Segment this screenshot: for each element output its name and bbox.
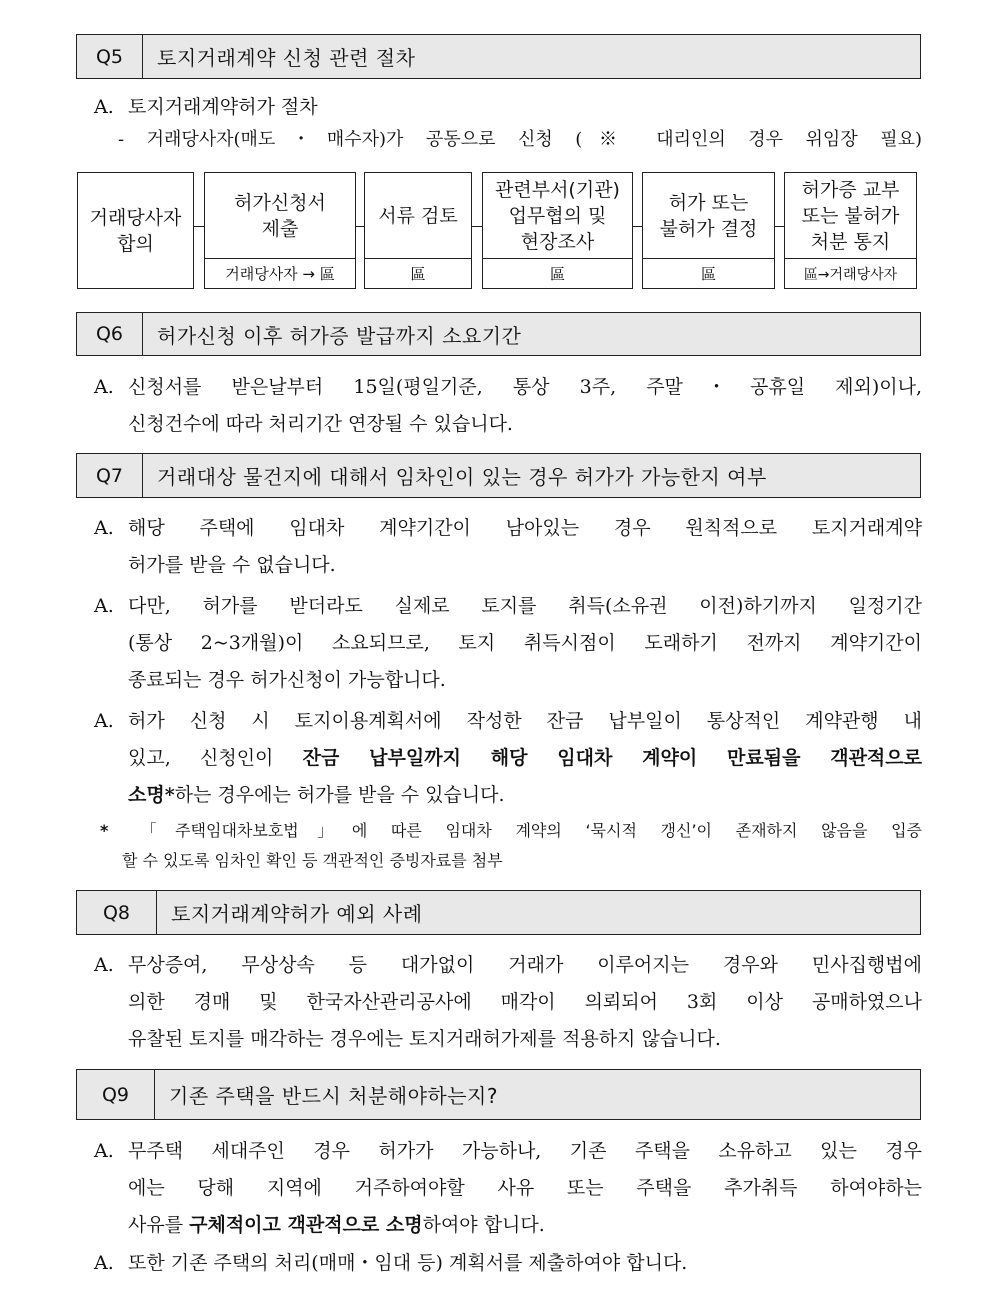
q8-number: Q8 (77, 891, 157, 934)
q9-number: Q9 (77, 1070, 155, 1119)
step-line: 불허가 결정 (659, 217, 758, 240)
q6-answer (94, 369, 922, 443)
answer-line (94, 1245, 922, 1282)
q9-answer-2 (94, 1245, 922, 1282)
flow-connector (472, 226, 482, 227)
process-step-consultation (482, 172, 633, 289)
answer-label: A. (94, 710, 114, 732)
answer-label: A. (94, 517, 114, 539)
footnote-marker: * (100, 821, 109, 840)
q8-header (76, 890, 921, 935)
answer-line (94, 369, 922, 406)
q7-title: 거래대상 물건지에 대해서 임차인이 있는 경우 허가가 가능한지 여부 (157, 465, 767, 489)
answer-text: 사유를 (128, 1214, 190, 1236)
answer-line: 허가를 받을 수 없습니다. (128, 554, 336, 576)
process-step-label (78, 173, 193, 288)
answer-text: 있고, 신청인이 (128, 747, 303, 769)
q6-title: 허가신청 이후 허가증 발급까지 소요기간 (157, 323, 522, 348)
q5-subnote-text: - 거래당사자(매도・매수자)가 공동으로 신청 (※ 대리인의 경우 위임장 필요) (118, 129, 922, 150)
answer-line (94, 1207, 922, 1244)
step-line: 제출 (261, 217, 299, 240)
answer-label: A. (94, 1252, 114, 1274)
flow-connector (775, 226, 784, 227)
answer-line: 종료되는 경우 허가신청이 가능합니다. (128, 669, 446, 691)
process-step-label (483, 173, 632, 258)
process-step-actor: 區 (643, 258, 774, 288)
q5-subnote (118, 123, 922, 157)
emphasis-text: 구체적이고 객관적으로 소명 (189, 1214, 423, 1236)
answer-line (94, 588, 922, 625)
step-line: 허가신청서 (234, 191, 326, 214)
q7-answer-3 (94, 703, 922, 814)
answer-line (94, 947, 922, 984)
step-line: 합의 (117, 232, 154, 255)
answer-line (94, 1133, 922, 1170)
answer-label: A. (94, 954, 114, 976)
q6-header (76, 312, 921, 356)
answer-line: 의한 경매 및 한국자산관리공사에 매각이 의뢰되어 3회 이상 공매하였으나 (128, 991, 922, 1013)
q7-answer-1 (94, 510, 922, 584)
flow-connector (356, 226, 364, 227)
answer-label: A. (94, 595, 114, 617)
process-step-label (205, 173, 355, 258)
process-step-label (643, 173, 774, 258)
step-line: 허가증 교부 (801, 178, 900, 201)
answer-label: A. (94, 376, 114, 398)
answer-text: 신청서를 받은날부터 15일(평일기준, 통상 3주, 주말・공휴일 제외)이나, (128, 376, 922, 398)
q8-answer (94, 947, 922, 1058)
process-step-actor: 區→거래당사자 (785, 258, 916, 288)
process-step-actor: 區 (365, 258, 471, 288)
q7-number: Q7 (77, 454, 143, 497)
answer-text: 다만, 허가를 받더라도 실제로 토지를 취득(소유권 이전)하기까지 일정기간 (128, 595, 922, 617)
q7-header (76, 453, 921, 498)
q5-answer-text: 토지거래계약허가 절차 (128, 96, 318, 118)
process-step-actor: 區 (483, 258, 632, 288)
q6-number: Q6 (77, 313, 143, 355)
answer-line: 유찰된 토지를 매각하는 경우에는 토지거래허가제를 적용하지 않습니다. (128, 1028, 721, 1050)
q5-header (76, 34, 921, 79)
process-step-agreement (77, 172, 194, 289)
emphasis-text: 소명* (128, 784, 175, 806)
q7-footnote (100, 816, 922, 876)
q8-title: 토지거래계약허가 예외 사례 (171, 902, 423, 926)
step-line: 처분 통지 (810, 230, 891, 253)
q5-answer-line (94, 89, 922, 126)
q9-answer-1 (94, 1133, 922, 1244)
q7-answer-2 (94, 588, 922, 699)
flow-connector (633, 226, 642, 227)
process-step-review (364, 172, 472, 289)
answer-line (94, 777, 922, 814)
step-line: 관련부서(기관) (495, 178, 620, 201)
process-step-label (785, 173, 916, 258)
flow-connector (194, 226, 204, 227)
answer-text: 허가 신청 시 토지이용계획서에 작성한 잔금 납부일이 통상적인 계약관행 내 (128, 710, 922, 732)
answer-label: A. (94, 1140, 114, 1162)
footnote-line: 할 수 있도록 임차인 확인 등 객관적인 증빙자료를 첨부 (122, 851, 503, 870)
q9-title: 기존 주택을 반드시 처분해야하는지? (169, 1084, 498, 1108)
process-step-decision (642, 172, 775, 289)
answer-text: 무주택 세대주인 경우 허가가 가능하나, 기존 주택을 소유하고 있는 경우 (128, 1140, 922, 1162)
process-step-notice (784, 172, 917, 289)
answer-text: 해당 주택에 임대차 계약기간이 남아있는 경우 원칙적으로 토지거래계약 (128, 517, 922, 539)
q5-title: 토지거래계약 신청 관련 절차 (157, 46, 416, 70)
step-line: 거래당사자 (89, 206, 182, 229)
step-line: 현장조사 (520, 230, 595, 253)
answer-line: 에는 당해 지역에 거주하여야할 사유 또는 주택을 추가취득 하여야하는 (128, 1177, 922, 1199)
step-line: 또는 불허가 (801, 204, 900, 227)
process-step-label (365, 173, 471, 258)
step-line: 허가 또는 (668, 191, 749, 214)
process-step-actor: 거래당사자 → 區 (205, 258, 355, 288)
emphasis-text: 잔금 납부일까지 해당 임대차 계약이 만료됨을 객관적으로 (302, 747, 922, 769)
footnote-text: 「주택임대차보호법」에 따른 임대차 계약의 ‘묵시적 갱신’이 존재하지 않음을 입증 (122, 821, 922, 840)
answer-label: A. (94, 96, 114, 118)
q9-header (76, 1069, 921, 1120)
step-line: 서류 검토 (378, 204, 458, 227)
answer-text: 무상증여, 무상상속 등 대가없이 거래가 이루어지는 경우와 민사집행법에 (128, 954, 922, 976)
process-step-submit (204, 172, 356, 289)
answer-line: 신청건수에 따라 처리기간 연장될 수 있습니다. (128, 413, 513, 435)
answer-line (94, 740, 922, 777)
answer-line: (통상 2~3개월)이 소요되므로, 토지 취득시점이 도래하기 전까지 계약기간이 (128, 632, 922, 654)
answer-line (94, 703, 922, 740)
answer-line (94, 510, 922, 547)
q5-number: Q5 (77, 35, 143, 78)
step-line: 업무협의 및 (508, 204, 607, 227)
footnote-line (100, 816, 922, 846)
q5-answer (94, 89, 922, 126)
answer-text: 하여야 합니다. (422, 1214, 545, 1236)
answer-text: 또한 기존 주택의 처리(매매・임대 등) 계획서를 제출하여야 합니다. (128, 1252, 688, 1274)
answer-text: 하는 경우에는 허가를 받을 수 있습니다. (174, 784, 505, 806)
